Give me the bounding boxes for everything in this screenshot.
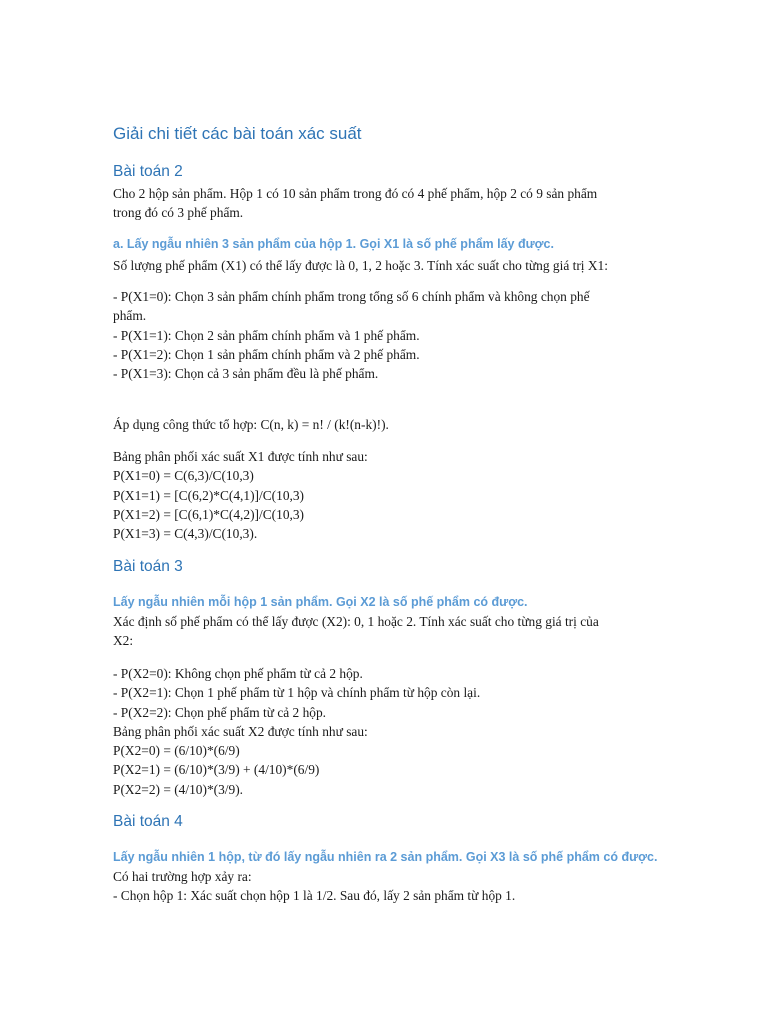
problem-4-body-line: - Chọn hộp 1: Xác suất chọn hộp 1 là 1/2. Sau đó, lấy 2 sản phẩm từ hộp 1. bbox=[113, 888, 516, 904]
problem-3-paragraph-line: Xác định số phế phẩm có thể lấy được (X2): 0, 1 hoặc 2. Tính xác suất cho từng giá trị của bbox=[113, 614, 599, 629]
problem-2-distribution-line: P(X1=0) = C(6,3)/C(10,3) bbox=[113, 468, 254, 484]
problem-2-paragraph-line: Số lượng phế phẩm (X1) có thể lấy được là 0, 1, 2 hoặc 3. Tính xác suất cho từng giá trị X1: bbox=[113, 258, 608, 273]
problem-2-cases bbox=[113, 287, 658, 383]
problem-3-case-line: - P(X2=0): Không chọn phế phẩm từ cả 2 hộp. bbox=[113, 666, 363, 681]
problem-3-cases bbox=[113, 664, 658, 799]
problem-2-distribution-line: P(X1=1) = [C(6,2)*C(4,1)]/C(10,3) bbox=[113, 487, 305, 503]
problem-3-case-line: P(X2=0) = (6/10)*(6/9) bbox=[113, 743, 240, 759]
problem-3-paragraph bbox=[113, 612, 658, 651]
problem-2-distribution-line: Bảng phân phối xác suất X1 được tính như sau: bbox=[113, 449, 368, 464]
problem-2-distribution bbox=[113, 447, 658, 543]
problem-2-intro bbox=[113, 184, 658, 223]
problem-4-body bbox=[113, 867, 658, 906]
problem-2-distribution-line: P(X1=2) = [C(6,1)*C(4,2)]/C(10,3) bbox=[113, 506, 305, 522]
problem-2-subheading: a. Lấy ngẫu nhiên 3 sản phẩm của hộp 1. Gọi X1 là số phế phẩm lấy được. bbox=[113, 237, 554, 251]
problem-3-heading: Bài toán 3 bbox=[113, 558, 183, 575]
problem-2-formula-line: Áp dụng công thức tổ hợp: C(n, k) = n! / (k!(n-k)!). bbox=[113, 417, 389, 432]
problem-2-case-line: - P(X1=0): Chọn 3 sản phẩm chính phẩm trong tổng số 6 chính phẩm và không chọn phế bbox=[113, 289, 590, 304]
problem-3-case-line: - P(X2=1): Chọn 1 phế phẩm từ 1 hộp và chính phẩm từ hộp còn lại. bbox=[113, 685, 481, 701]
problem-4-subheading: Lấy ngẫu nhiên 1 hộp, từ đó lấy ngẫu nhiên ra 2 sản phẩm. Gọi X3 là số phế phẩm có được. bbox=[113, 850, 658, 864]
problem-3-case-line: - P(X2=2): Chọn phế phẩm từ cả 2 hộp. bbox=[113, 704, 327, 720]
problem-2-heading: Bài toán 2 bbox=[113, 163, 183, 180]
problem-2-case-line: - P(X1=3): Chọn cả 3 sản phẩm đều là phế phẩm. bbox=[113, 366, 379, 382]
document-title: Giải chi tiết các bài toán xác suất bbox=[113, 124, 362, 143]
problem-2-intro-line: trong đó có 3 phế phẩm. bbox=[113, 205, 244, 221]
problem-3-case-line: Bảng phân phối xác suất X2 được tính như sau: bbox=[113, 723, 368, 739]
problem-2-case-line: - P(X1=1): Chọn 2 sản phẩm chính phẩm và 1 phế phẩm. bbox=[113, 327, 420, 343]
problem-3-paragraph-line: X2: bbox=[113, 633, 134, 649]
problem-2-paragraph bbox=[113, 256, 658, 275]
problem-2-intro-line: Cho 2 hộp sản phẩm. Hộp 1 có 10 sản phẩm trong đó có 4 phế phẩm, hộp 2 có 9 sản phẩm bbox=[113, 186, 598, 201]
problem-2-formula bbox=[113, 415, 658, 434]
problem-4-heading: Bài toán 4 bbox=[113, 813, 183, 830]
problem-4-body-line: Có hai trường hợp xảy ra: bbox=[113, 869, 252, 884]
problem-3-case-line: P(X2=2) = (4/10)*(3/9). bbox=[113, 781, 244, 797]
problem-3-subheading: Lấy ngẫu nhiên mỗi hộp 1 sản phẩm. Gọi X2 là số phế phẩm có được. bbox=[113, 595, 528, 609]
problem-2-case-line: - P(X1=2): Chọn 1 sản phẩm chính phẩm và 2 phế phẩm. bbox=[113, 346, 420, 362]
problem-2-distribution-line: P(X1=3) = C(4,3)/C(10,3). bbox=[113, 526, 258, 542]
problem-2-case-line: phẩm. bbox=[113, 308, 147, 324]
problem-3-case-line: P(X2=1) = (6/10)*(3/9) + (4/10)*(6/9) bbox=[113, 762, 320, 778]
